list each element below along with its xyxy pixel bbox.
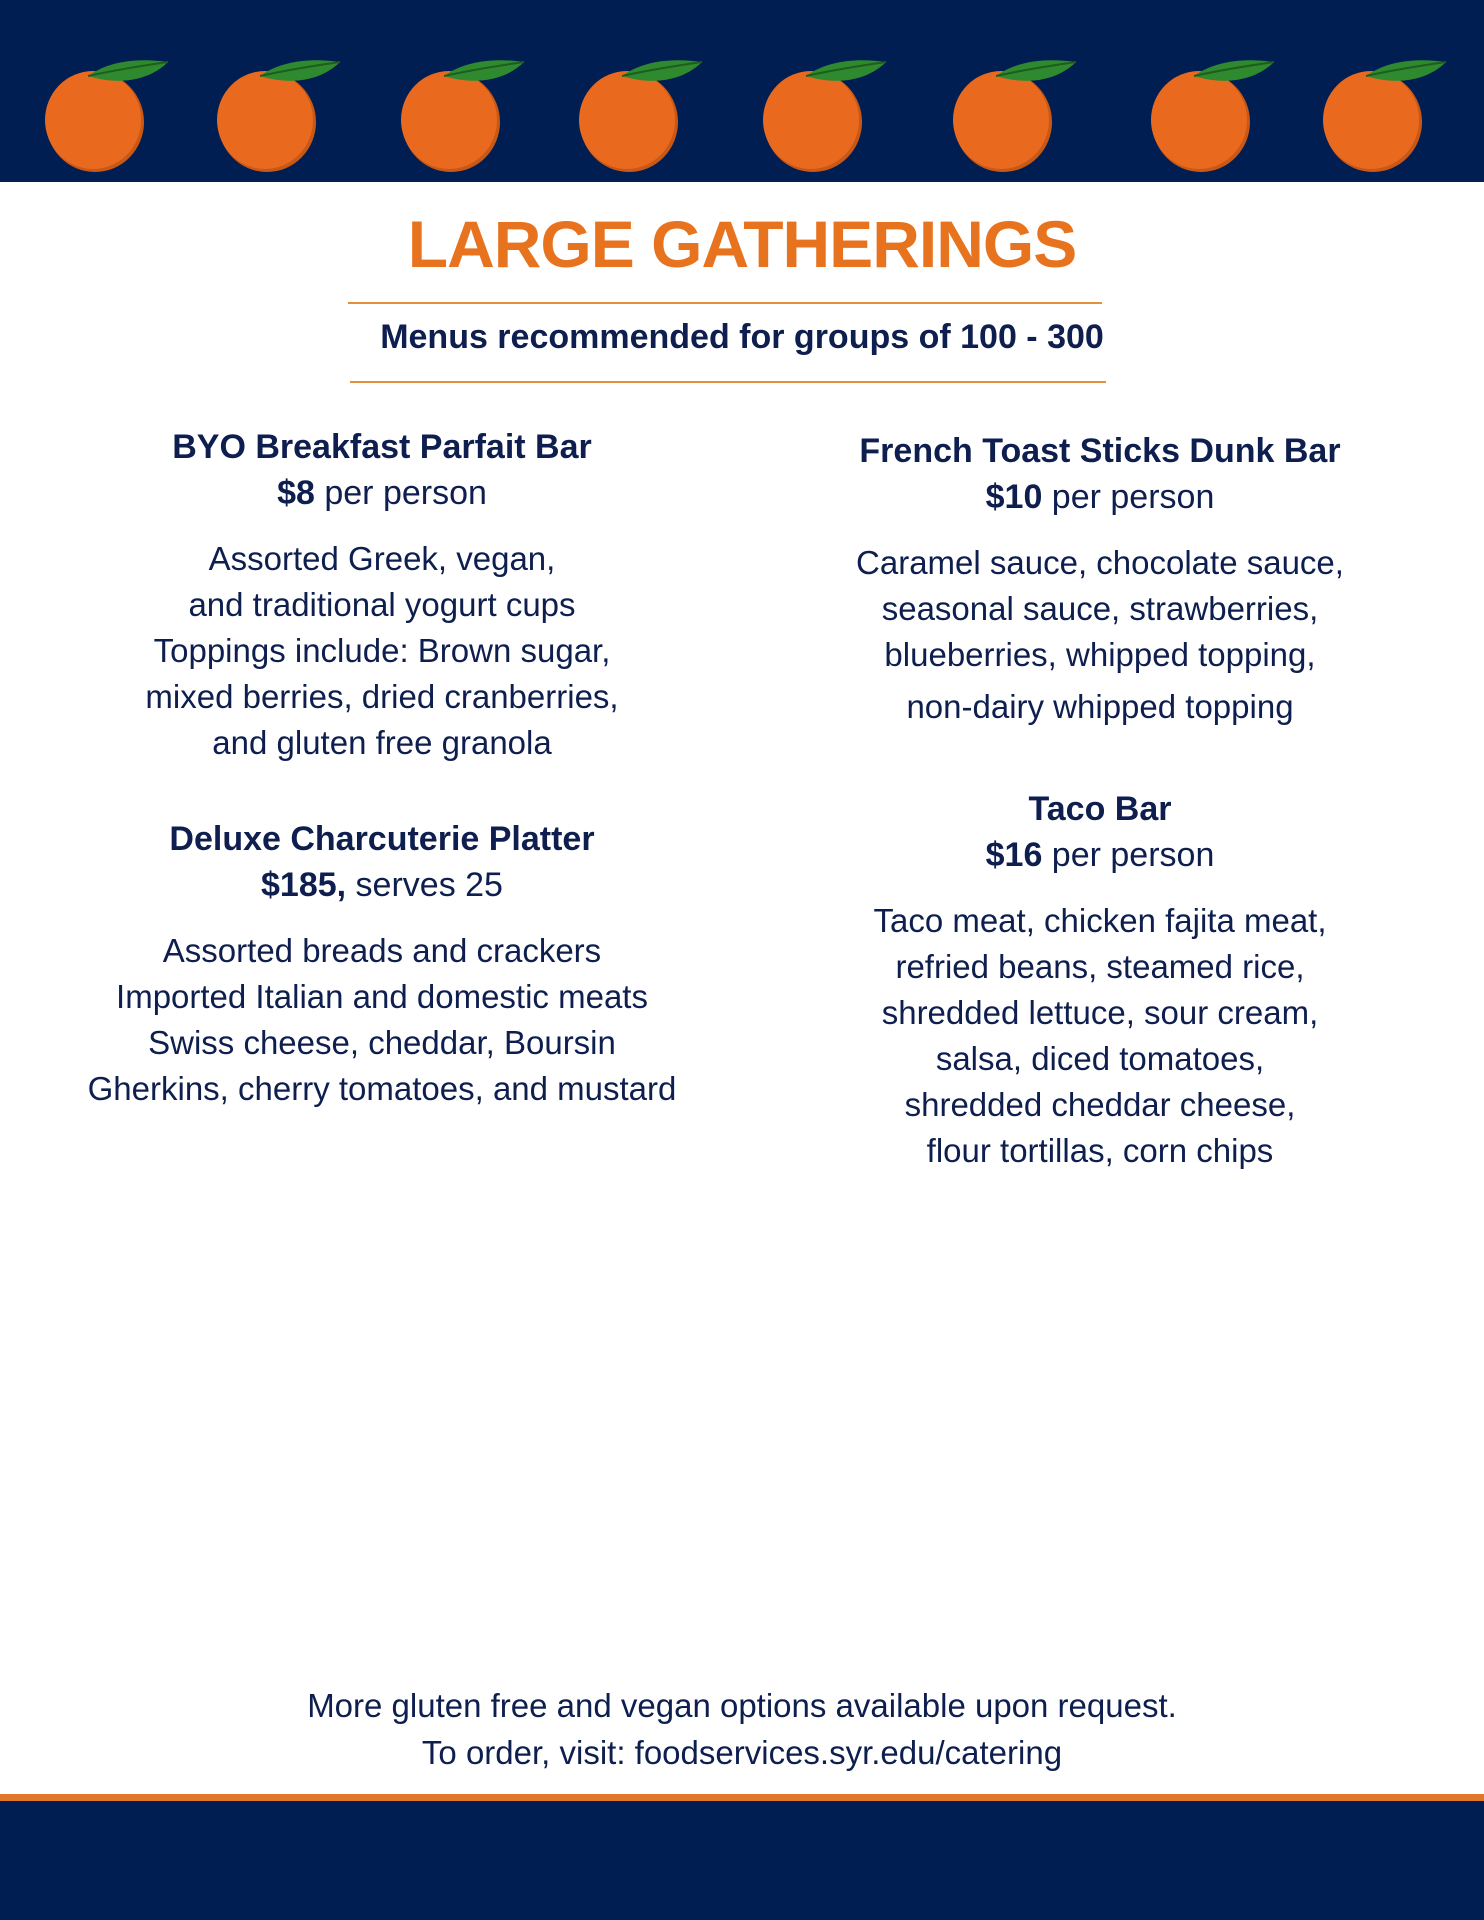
description-line: Assorted breads and crackers bbox=[162, 932, 602, 969]
page-subtitle: Menus recommended for groups of 100 - 300 bbox=[380, 318, 1104, 356]
description-line: Gherkins, cherry tomatoes, and mustard bbox=[87, 1070, 677, 1107]
menu-item-parfait bbox=[62, 424, 702, 766]
orange-fruit-icon bbox=[396, 58, 528, 174]
footer-order-text: To order, visit: foodservices.syr.edu/catering bbox=[421, 1734, 1063, 1771]
item-description bbox=[780, 540, 1420, 730]
item-name: French Toast Sticks Dunk Bar bbox=[859, 432, 1341, 470]
footer-options-text: More gluten free and vegan options available upon request. bbox=[307, 1687, 1177, 1724]
item-price bbox=[780, 474, 1420, 520]
orange-fruit-icon bbox=[40, 58, 172, 174]
description-line: mixed berries, dried cranberries, bbox=[145, 678, 619, 715]
description-line: Assorted Greek, vegan, bbox=[208, 540, 556, 577]
menu-item-french-toast bbox=[780, 428, 1420, 730]
page-title: LARGE GATHERINGS bbox=[407, 207, 1077, 281]
description-line: shredded cheddar cheese, bbox=[904, 1086, 1296, 1123]
item-description bbox=[780, 898, 1420, 1174]
description-line: Toppings include: Brown sugar, bbox=[153, 632, 611, 669]
description-line: blueberries, whipped topping, bbox=[884, 636, 1316, 673]
footer-band bbox=[0, 1801, 1484, 1920]
footer-accent-line bbox=[0, 1794, 1484, 1801]
price-suffix: serves 25 bbox=[346, 866, 503, 904]
description-line: refried beans, steamed rice, bbox=[895, 948, 1305, 985]
orange-fruit-icon bbox=[948, 58, 1080, 174]
orange-fruit-icon bbox=[758, 58, 890, 174]
description-line: Imported Italian and domestic meats bbox=[116, 978, 648, 1015]
orange-fruit-icon bbox=[212, 58, 344, 174]
price-suffix: per person bbox=[1042, 836, 1215, 874]
title-divider-top bbox=[348, 302, 1102, 304]
footer-note bbox=[0, 1682, 1484, 1776]
orange-fruit-icon bbox=[1318, 58, 1450, 174]
item-description bbox=[62, 536, 702, 766]
description-line: seasonal sauce, strawberries, bbox=[881, 590, 1319, 627]
item-price bbox=[62, 862, 702, 908]
description-line: non-dairy whipped topping bbox=[906, 688, 1294, 725]
description-line: and traditional yogurt cups bbox=[188, 586, 576, 623]
price-amount: $10 bbox=[985, 478, 1043, 516]
header-band bbox=[0, 0, 1484, 182]
item-name: Deluxe Charcuterie Platter bbox=[169, 820, 595, 858]
description-line: and gluten free granola bbox=[212, 724, 552, 761]
description-line: Taco meat, chicken fajita meat, bbox=[873, 902, 1327, 939]
item-price bbox=[780, 832, 1420, 878]
item-name: Taco Bar bbox=[1028, 790, 1172, 828]
price-suffix: per person bbox=[1042, 478, 1215, 516]
description-line: Swiss cheese, cheddar, Boursin bbox=[148, 1024, 616, 1061]
price-amount: $16 bbox=[985, 836, 1043, 874]
description-line: shredded lettuce, sour cream, bbox=[881, 994, 1319, 1031]
orange-fruit-icon bbox=[1146, 58, 1278, 174]
description-line: salsa, diced tomatoes, bbox=[935, 1040, 1265, 1077]
title-divider-bottom bbox=[350, 381, 1106, 383]
menu-item-charcuterie bbox=[62, 816, 702, 1112]
price-amount: $8 bbox=[277, 474, 315, 512]
description-line: Caramel sauce, chocolate sauce, bbox=[856, 544, 1344, 581]
description-line: flour tortillas, corn chips bbox=[926, 1132, 1274, 1169]
item-description bbox=[62, 928, 702, 1112]
price-amount: $185, bbox=[261, 866, 347, 904]
orange-fruit-icon bbox=[574, 58, 706, 174]
menu-item-taco bbox=[780, 786, 1420, 1174]
item-name: BYO Breakfast Parfait Bar bbox=[172, 428, 592, 466]
price-suffix: per person bbox=[314, 474, 487, 512]
item-price bbox=[62, 470, 702, 516]
